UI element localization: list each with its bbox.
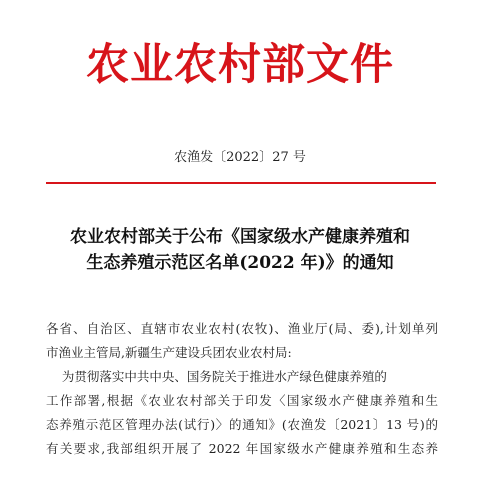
title-line-2: 生态养殖示范区名单(2022 年)》的通知	[86, 253, 394, 273]
body-line-6: 有关要求,我部组织开展了 2022 年国家级水产健康养殖和生态养	[46, 441, 438, 456]
body-line-3: 为贯彻落实中共中央、国务院关于推进水产绿色健康养殖的	[46, 369, 387, 384]
body-line-5: 态养殖示范区管理办法(试行)〉的通知》(农渔发〔2021〕13 号)的	[46, 417, 438, 432]
body-line-4: 工作部署,根据《农业农村部关于印发〈国家级水产健康养殖和生	[46, 393, 438, 408]
body-line-1: 各省、自治区、直辖市农业农村(农牧)、渔业厅(局、委),计划单列	[46, 321, 438, 336]
document-body	[46, 317, 438, 461]
document-number: 农渔发〔2022〕27 号	[174, 150, 306, 165]
title-line-1: 农业农村部关于公布《国家级水产健康养殖和	[70, 227, 410, 247]
document-title	[40, 224, 440, 276]
body-line-2: 市渔业主管局,新疆生产建设兵团农业农村局:	[46, 345, 292, 360]
red-divider-line	[46, 182, 436, 184]
document-header: 农业农村部文件	[86, 40, 394, 90]
